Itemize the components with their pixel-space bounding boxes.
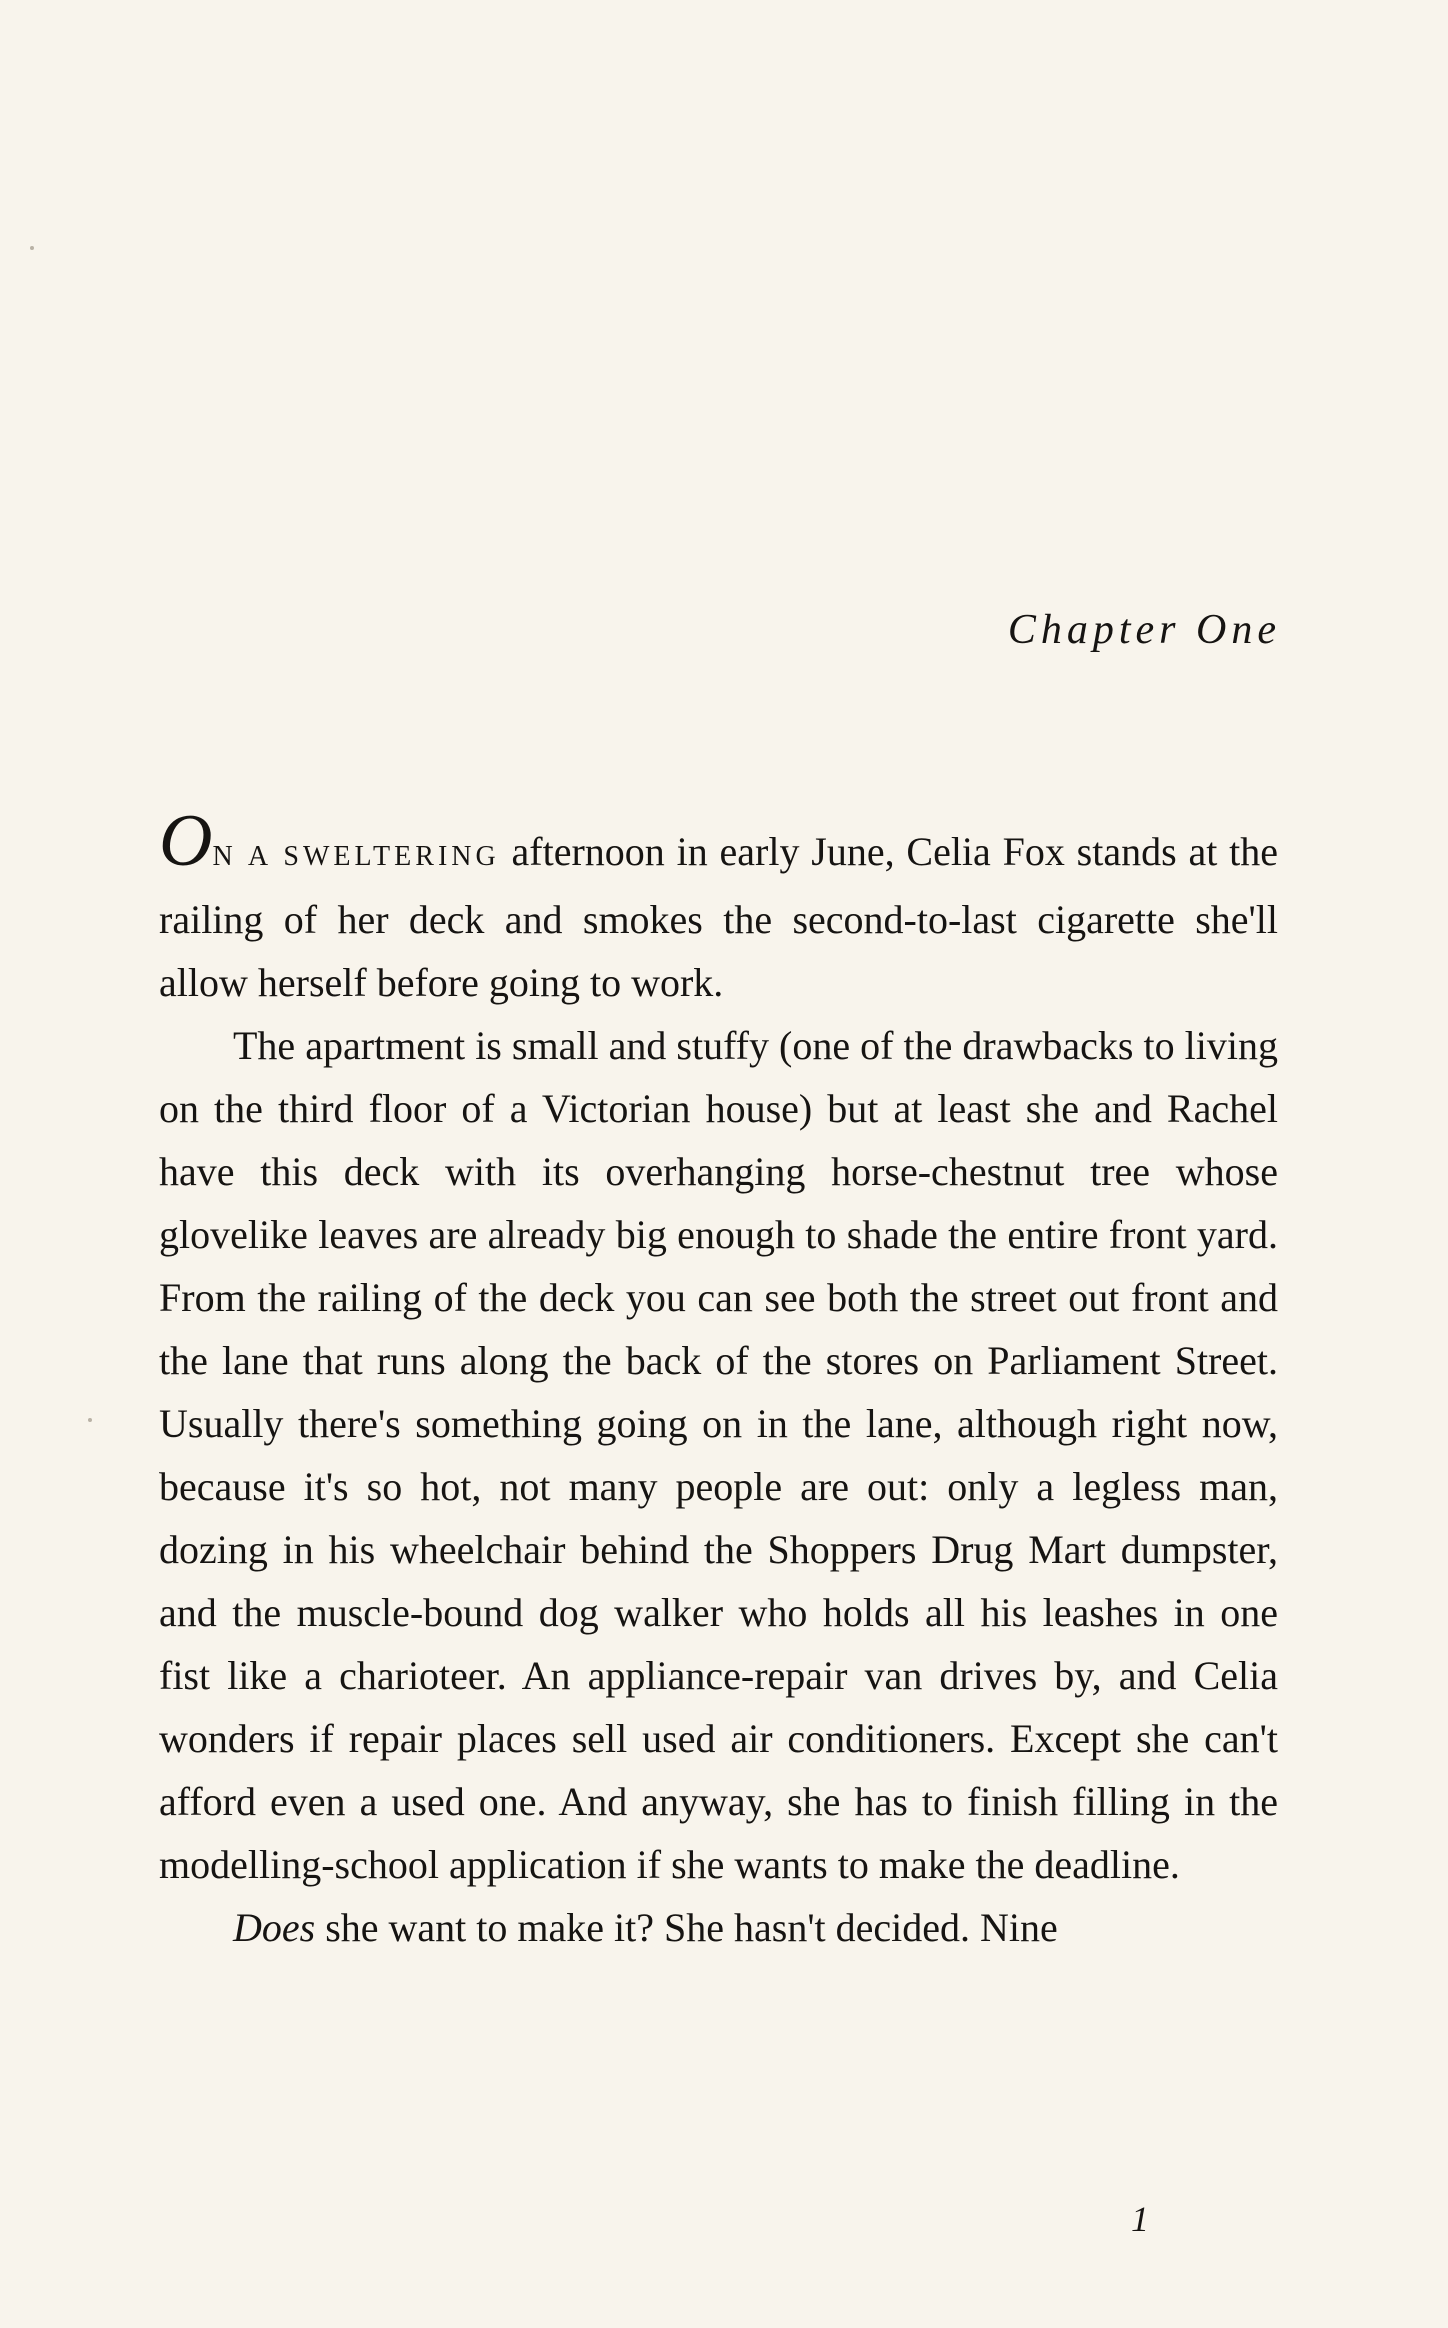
paragraph [159,1014,1278,1896]
paragraph [159,1896,1278,1959]
chapter-title: Chapter One [1007,607,1281,653]
page-number: 1 [1131,2199,1149,2239]
small-caps-lead: N A SWELTERING [212,841,500,872]
paragraph-text: she want to make it? She hasn't decided. Nine [315,1905,1058,1950]
paragraph-text: afternoon in early June, Celia Fox stands at the railing of her deck and smokes the second-to-last cigarette she'll allow herself before going to work. [159,829,1279,1005]
print-speck [30,246,34,250]
italic-lead: Does [233,1905,316,1950]
paragraph-text: The apartment is small and stuffy (one of the drawbacks to living on the third floor of a Victorian house) but at least she and Rachel have this deck with its overhanging horse-chestnut tree whose glovelike leaves are already big enough to shade the entire front yard. From the railing of the deck you can see both the street out front and the lane that runs along the back of the stores on Parliament Street. Usually there's something going on in the lane, although right now, because it's so hot, not many people are out: only a legless man, dozing in his wheelchair behind the Shoppers Drug Mart dumpster, and the muscle-bound dog walker who holds all his leashes in one fist like a charioteer. An appliance-repair van drives by, and Celia wonders if repair places sell used air conditioners. Except she can't afford even a used one. And anyway, she has to finish filling in the modelling-school application if she wants to make the deadline. [159,1023,1278,1887]
print-speck [88,1418,92,1422]
body-text [159,800,1279,1959]
drop-cap: O [159,800,213,882]
paragraph-opening [159,800,1279,1014]
